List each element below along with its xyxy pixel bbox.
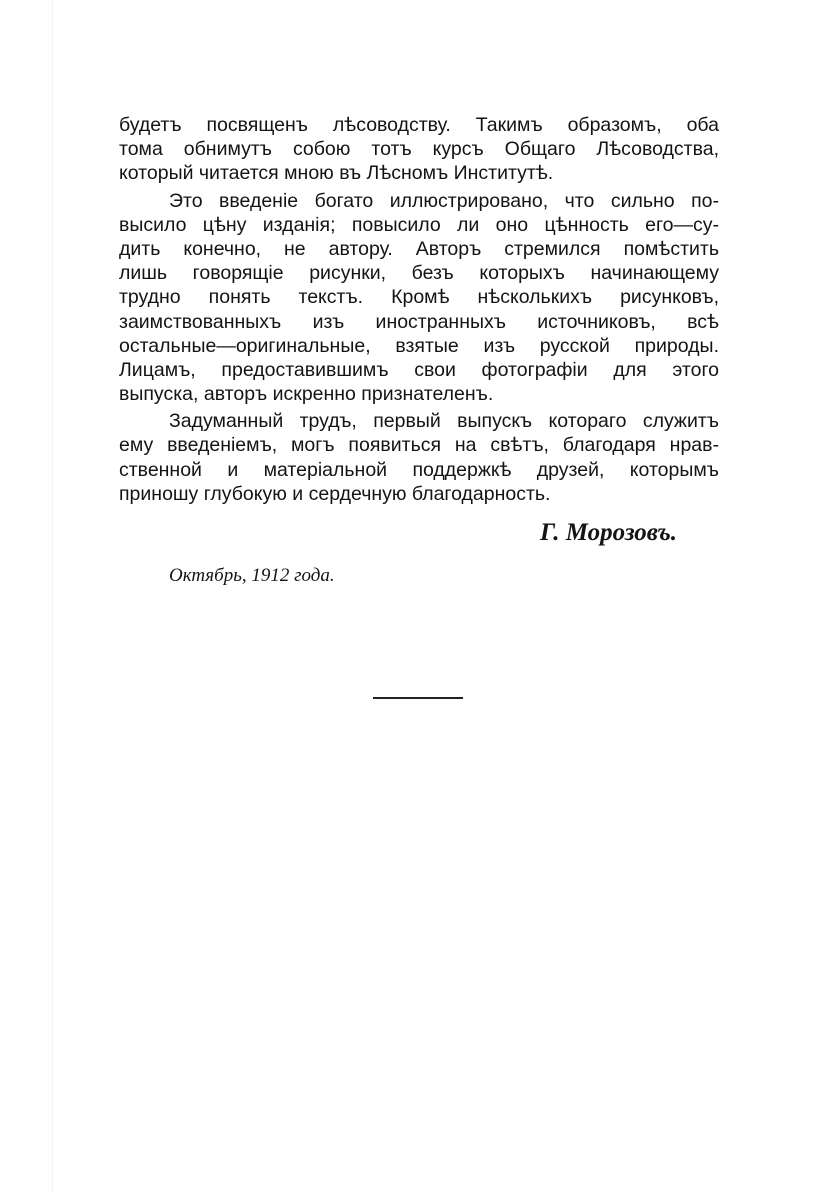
text-line: ственной и матеріальной поддержкѣ друзей, которымъ: [119, 458, 719, 481]
page-margin-line: [52, 0, 53, 1191]
section-divider: [373, 697, 463, 699]
text-line: трудно понять текстъ. Кромѣ нѣсколькихъ рисунковъ,: [119, 286, 719, 309]
text-line: выпуска, авторъ искренно признателенъ.: [119, 383, 494, 406]
paragraph: [119, 113, 719, 186]
paragraph: [119, 409, 719, 506]
text-line: заимствованныхъ изъ иностранныхъ источниковъ, всѣ: [119, 310, 719, 333]
text-line: будетъ посвященъ лѣсоводству. Такимъ образомъ, оба: [119, 114, 719, 136]
paragraph: [119, 189, 719, 407]
text-line: Лицамъ, предоставившимъ свои фотографіи для этого: [119, 358, 719, 381]
text-line: дить конечно, не автору. Авторъ стремился помѣстить: [119, 237, 719, 260]
text-line: лишь говорящіе рисунки, безъ которыхъ начинающему: [119, 262, 719, 285]
text-line: ему введеніемъ, могъ появиться на свѣтъ, благодаря нрав-: [119, 434, 719, 457]
text-line: Задуманный трудъ, первый выпускъ котораго служитъ: [169, 410, 719, 433]
text-line: который читается мною въ Лѣсномъ Институтѣ.: [119, 162, 554, 185]
text-line: Это введеніе богато иллюстрировано, что сильно по-: [169, 189, 719, 212]
text-line: остальные—оригинальные, взятые изъ русской природы.: [119, 334, 719, 357]
date-line: Октябрь, 1912 года.: [169, 565, 335, 586]
author-signature: Г. Морозовъ.: [540, 519, 677, 546]
text-line: высило цѣну изданія; повысило ли оно цѣнность его—су-: [119, 213, 719, 236]
body-text: [119, 113, 719, 506]
text-line: тома обнимутъ собою тотъ курсъ Общаго Лѣсоводства,: [119, 138, 719, 161]
text-line: приношу глубокую и сердечную благодарность.: [119, 482, 551, 505]
